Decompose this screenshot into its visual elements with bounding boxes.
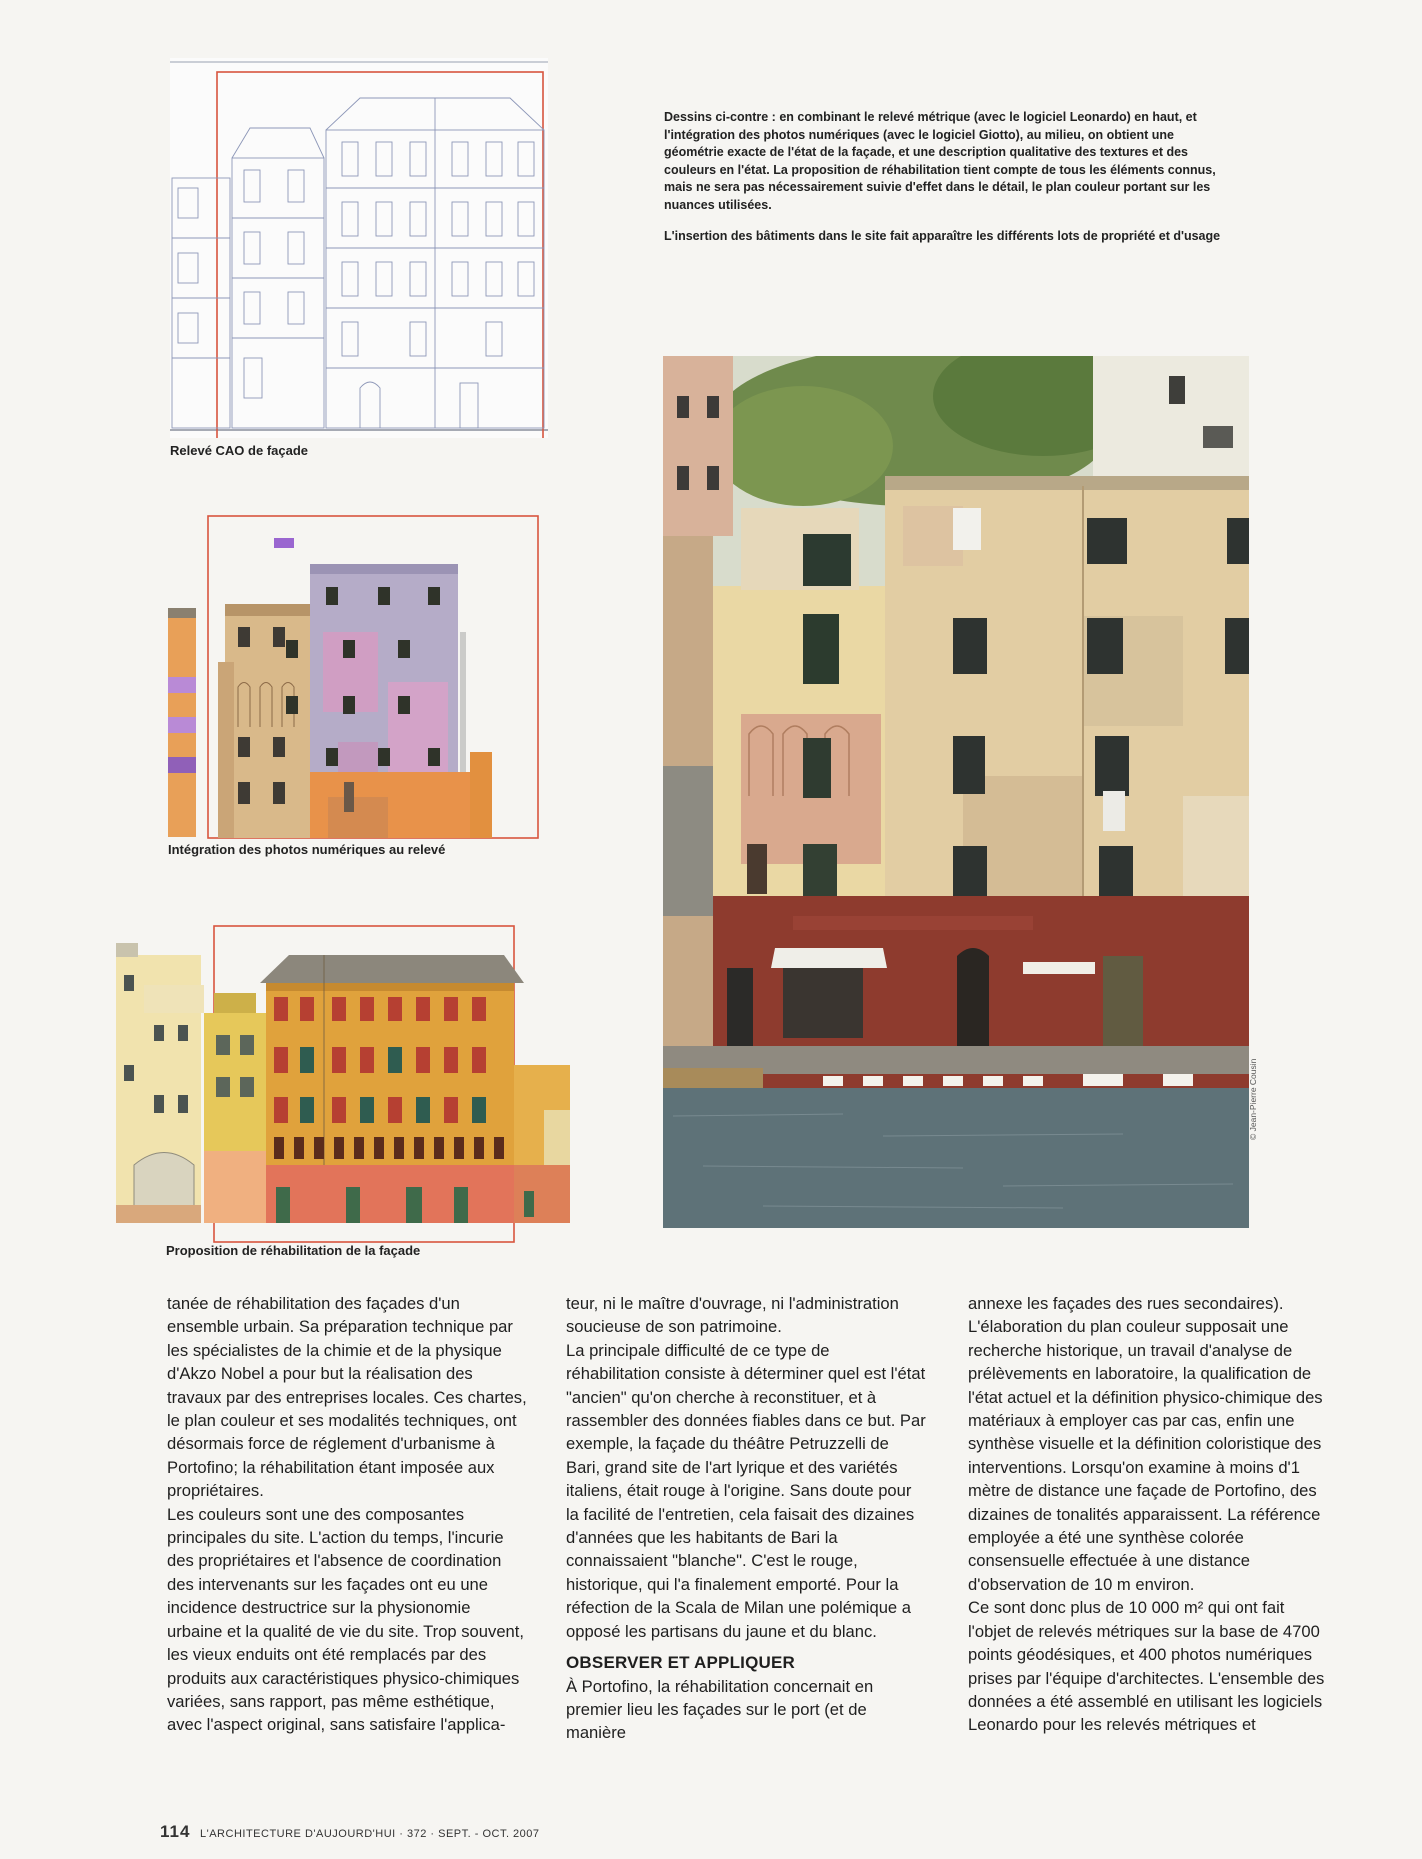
photo-credit: © Jean-Pierre Cousin — [1248, 1058, 1258, 1140]
col3-paragraph-2: Ce sont donc plus de 10 000 m² qui ont fait l'objet de relevés métriques sur la base de 4700 points géodésiques, et 400 photos numériques prises par l'équipe d'architectes. L'ensemble des données a été assemblé en utilisant les logiciels Leonardo pour les relevés métriques et — [968, 1598, 1325, 1735]
figure-caption-block — [664, 109, 1230, 246]
caption-paragraph-site: L'insertion des bâtiments dans le site fait apparaître les différents lots de propriété et d'usage — [664, 229, 1221, 243]
col3-paragraph-1: annexe les façades des rues secondaires). L'élaboration du plan couleur supposait une recherche historique, un travail d'analyse de prélèvements en laboratoire, la qualification de l'état actuel et la définition physico-chimique des matériaux à employer cas par cas, enfin une synthèse visuelle et la définition coloristique des interventions. Lorsqu'on examine à moins d'1 mètre de distance une façade de Portofino, des dizaines de tonalités apparaissent. La référence employée a été une synthèse colorée consensuelle effectuée à une distance d'observation de 10 m environ. — [968, 1294, 1323, 1594]
section-heading: OBSERVER ET APPLIQUER — [566, 1653, 796, 1673]
col1-paragraph-1: tanée de réhabilitation des façades d'un ensemble urbain. Sa préparation technique par les spécialistes de la chimie et de la physique d'Akzo Nobel a pour but la réalisation des travaux par des entreprises locales. Ces chartes, le plan couleur et ses modalités techniques, ont désormais force de réglement d'urbanisme à Portofino; la réhabilitation étant imposée aux propriétaires. — [167, 1294, 527, 1501]
rehabilitation-proposal-figure — [114, 925, 574, 1245]
col2-paragraph-1: teur, ni le maître d'ouvrage, ni l'administration soucieuse de son patrimoine. — [566, 1294, 899, 1337]
rehabilitation-caption: Proposition de réhabilitation de la façade — [166, 1243, 421, 1258]
page-footer — [160, 1822, 540, 1842]
portofino-harbour-photo — [663, 356, 1249, 1228]
body-column-3 — [968, 1292, 1328, 1737]
body-column-2 — [566, 1292, 926, 1745]
cad-caption: Relevé CAO de façade — [170, 443, 309, 458]
photo-integration-figure — [168, 512, 558, 840]
col2-paragraph-2: La principale difficulté de ce type de réhabilitation consiste à déterminer quel est l'état "ancien" qu'on cherche à reconstituer, et à rassembler des données fiables dans ce but. Par exemple, la façade du théâtre Petruzzelli de Bari, grand site de l'art lyrique et des variétés italiens, était rouge à l'origine. Sans doute pour la facilité de l'entretien, cela faisait des dizaines d'années que les habitants de Bari la connaissaient "blanche". C'est le rouge, historique, qui l'a finalement emporté. Pour la réfection de la Scala de Milan une polémique a opposé les partisans du jaune et du blanc. — [566, 1340, 926, 1641]
cad-facade-drawing — [170, 58, 548, 438]
col1-paragraph-2: Les couleurs sont une des composantes principales du site. L'action du temps, l'incurie des propriétaires et l'absence de coordination des intervenants sur les façades ont eu une incidence destructrice sur la physionomie urbaine et la qualité de vie du site. Trop souvent, les vieux enduits ont été remplacés par des produits aux caractéristiques physico-chimiques variées, sans rapport, pas même esthétique, avec l'aspect original, sans satisfaire l'applica- — [167, 1504, 524, 1735]
caption-paragraph-drawings: Dessins ci-contre : en combinant le relevé métrique (avec le logiciel Leonardo) en haut, et l'intégration des photos numériques (avec le logiciel Giotto), au milieu, on obtient une géométrie exacte de l'état de la façade, et une description qualitative des textures et des couleurs en l'état. La proposition de réhabilitation tient compte de tous les éléments connus, mais ne sera pas nécessairement suivie d'effet dans le détail, le plan couleur portant sur les nuances utilisées. — [664, 110, 1216, 212]
col2-paragraph-3: À Portofino, la réhabilitation concernait en premier lieu les façades sur le port (et de manière — [566, 1676, 874, 1743]
publication-name: L'ARCHITECTURE D'AUJOURD'HUI · 372 · SEPT. - OCT. 2007 — [200, 1828, 540, 1840]
photo-integration-caption: Intégration des photos numériques au relevé — [168, 842, 446, 857]
page-number: 114 — [160, 1822, 191, 1841]
body-column-1 — [167, 1292, 527, 1737]
